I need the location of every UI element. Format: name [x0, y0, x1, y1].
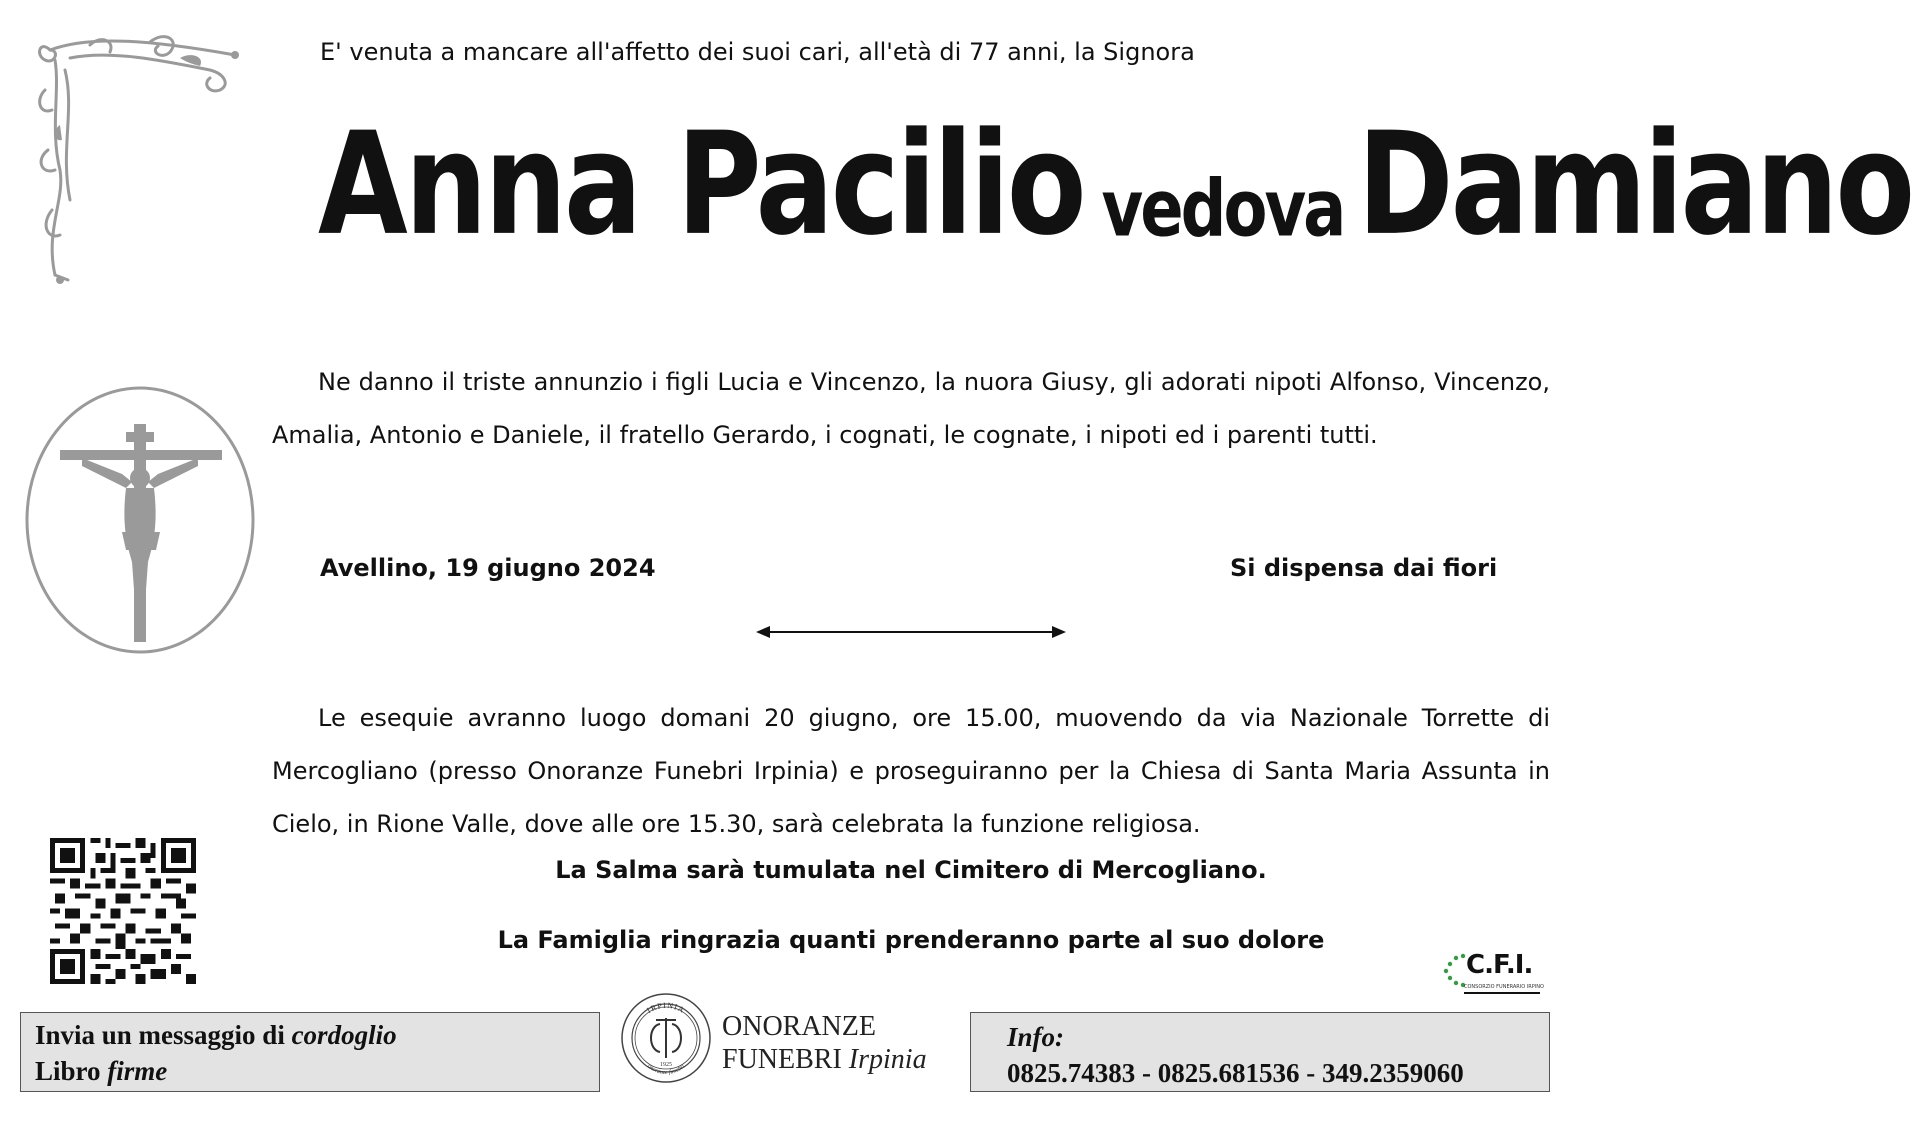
intro-text: E' venuta a mancare all'affetto dei suoi cari, all'età di 77 anni, la Signora — [320, 38, 1195, 66]
deceased-name-first: Anna Pacilio — [318, 102, 1084, 267]
cfi-logo-text: C.F.I. — [1466, 950, 1533, 980]
deceased-name — [318, 102, 1912, 292]
seal-bottom-text: onoranze funebri — [645, 1063, 687, 1077]
info-box[interactable] — [970, 1012, 1550, 1092]
cfi-logo-subtitle: CONSORZIO FUNERARIO IRPINO — [1464, 984, 1544, 990]
burial-note: La Salma sarà tumulata nel Cimitero di Mercogliano. — [555, 856, 1267, 884]
guestbook-link[interactable]: Libro firme — [35, 1056, 168, 1086]
phone-numbers[interactable]: 0825.74383 - 0825.681536 - 349.2359060 — [1007, 1058, 1464, 1088]
send-condolence-link[interactable]: Invia un messaggio di cordoglio — [35, 1020, 397, 1050]
svg-text:IRPINIA — [645, 1001, 686, 1015]
funeral-home-name: ONORANZE FUNEBRI Irpinia — [722, 1011, 927, 1075]
seal-top-text: IRPINIA — [645, 1000, 687, 1016]
funeral-home-seal-icon — [618, 990, 714, 1086]
double-arrow-divider-icon — [756, 622, 1066, 642]
place-date: Avellino, 19 giugno 2024 — [320, 554, 656, 582]
deceased-name-last: Damiano — [1357, 102, 1912, 267]
condolence-box[interactable] — [20, 1012, 600, 1092]
no-flowers-note: Si dispensa dai fiori — [1230, 554, 1498, 582]
seal-year: 1925 — [660, 1062, 672, 1068]
announcement-paragraph: Ne danno il triste annunzio i figli Lucia e Vincenzo, la nuora Giusy, gli adorati nipoti Alfonso, Vincenzo, Amalia, Antonio e Daniele, il fratello Gerardo, i cognati, le cognate, i nipoti ed i parenti tutti. — [272, 368, 1550, 449]
qr-code-icon[interactable] — [50, 838, 196, 984]
crucifix-icon — [22, 382, 262, 662]
info-label: Info: — [1007, 1022, 1065, 1052]
deceased-name-connector: vedova — [1101, 164, 1344, 255]
floral-corner-ornament-icon — [30, 30, 245, 290]
funeral-paragraph: Le esequie avranno luogo domani 20 giugno, ore 15.00, muovendo da via Nazionale Torrette di Mercogliano (presso Onoranze Funebri Irpinia) e proseguiranno per la Chiesa di Santa Maria Assunta in Cielo, in Rione Valle, dove alle ore 15.30, sarà celebrata la funzione religiosa. — [272, 704, 1550, 838]
thanks-note: La Famiglia ringrazia quanti prenderanno parte al suo dolore — [497, 926, 1325, 954]
